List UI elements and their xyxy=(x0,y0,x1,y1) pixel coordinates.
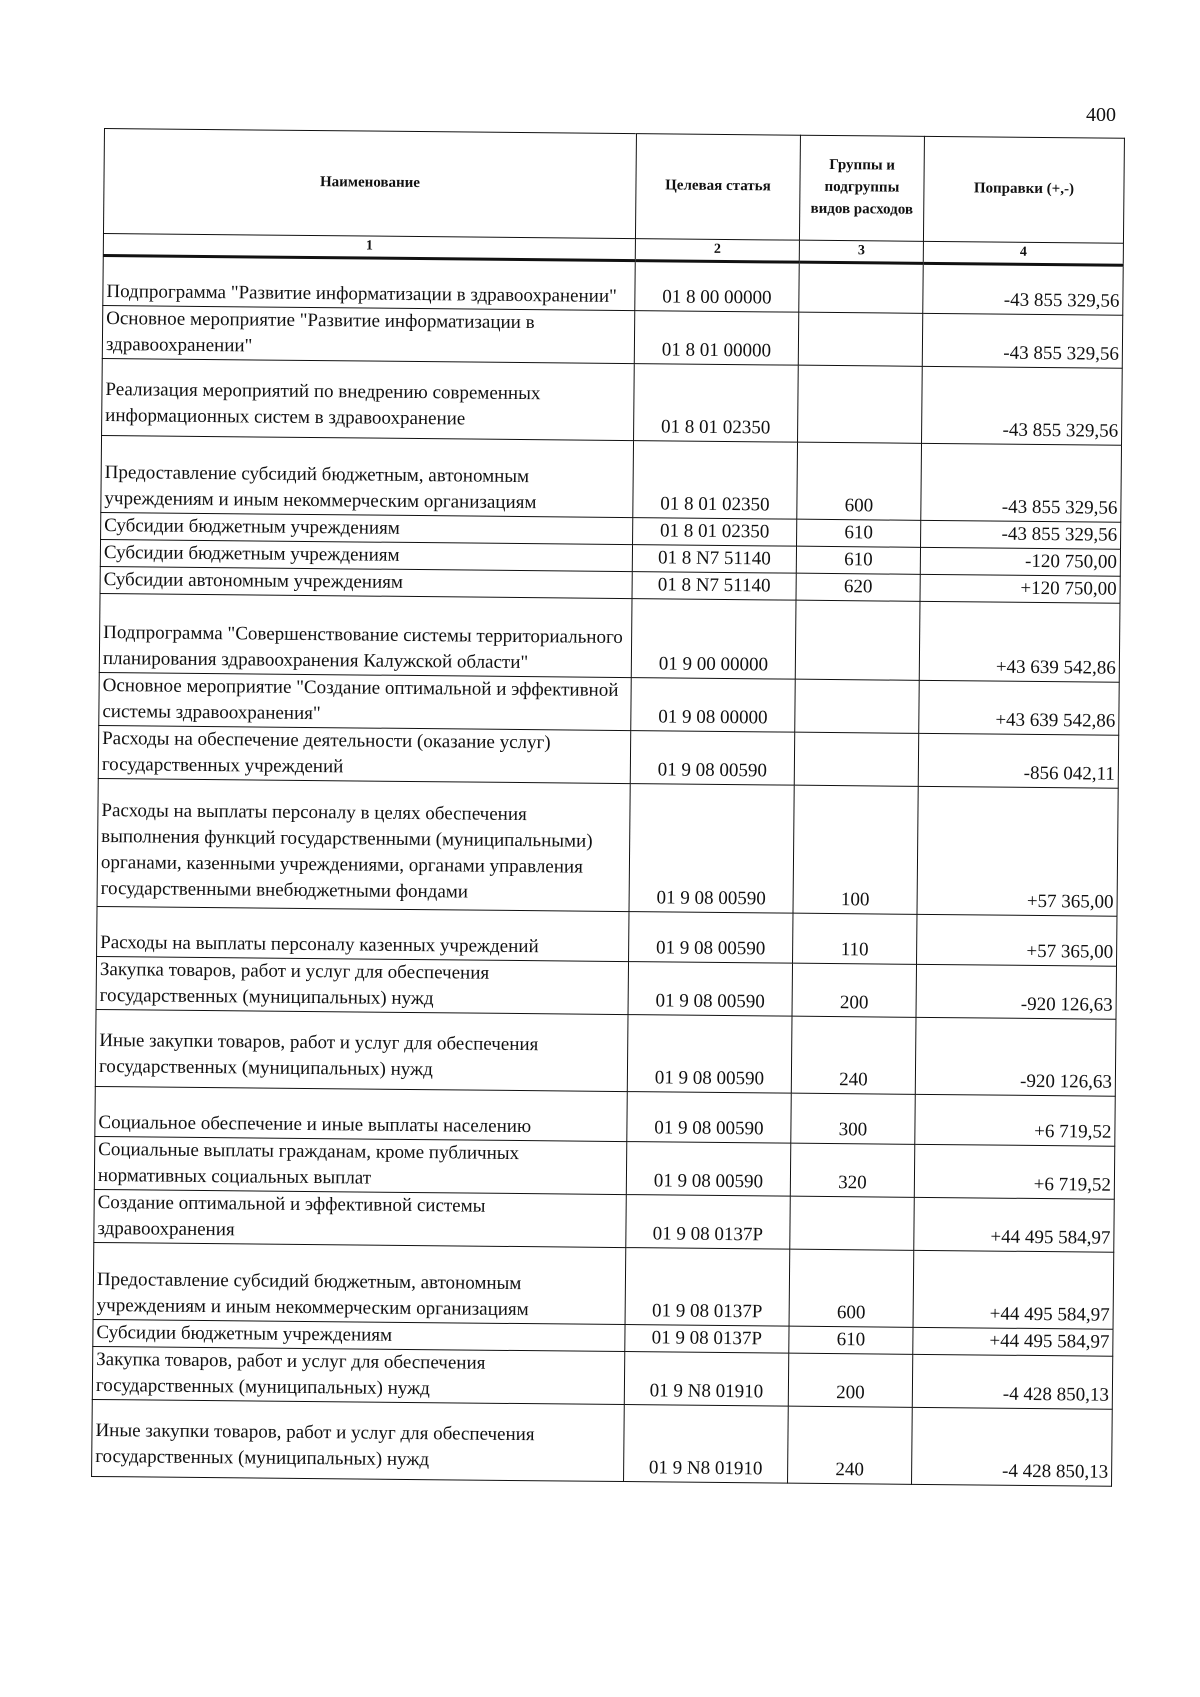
row-amount: +44 495 584,97 xyxy=(913,1328,1113,1357)
table-row xyxy=(93,1243,1114,1330)
row-expense-group: 200 xyxy=(788,1353,913,1407)
row-target-code: 01 9 08 0137P xyxy=(625,1248,790,1327)
row-expense-group: 300 xyxy=(791,1093,915,1144)
row-amount: -43 855 329,56 xyxy=(922,314,1122,369)
row-expense-group: 100 xyxy=(793,785,918,914)
table-row xyxy=(99,594,1120,683)
row-target-code: 01 9 08 0137P xyxy=(625,1325,789,1354)
row-expense-group xyxy=(795,600,920,680)
row-target-code: 01 9 08 00590 xyxy=(627,1015,792,1094)
row-target-code: 01 9 00 00000 xyxy=(631,599,796,680)
row-name: Субсидии автономным учреждениям xyxy=(100,567,632,599)
table-row xyxy=(97,779,1118,917)
row-amount: -4 428 850,13 xyxy=(912,1408,1113,1487)
row-target-code: 01 9 N8 01910 xyxy=(624,1405,789,1484)
row-amount: -43 855 329,56 xyxy=(921,521,1121,550)
row-amount: +6 719,52 xyxy=(914,1145,1114,1200)
table-row xyxy=(98,726,1118,789)
row-target-code: 01 9 08 0137P xyxy=(626,1195,791,1250)
table-row xyxy=(102,359,1123,446)
table-row xyxy=(95,1087,1115,1147)
table-row xyxy=(96,957,1116,1020)
row-amount: -856 042,11 xyxy=(918,734,1118,789)
row-expense-group: 200 xyxy=(792,963,917,1017)
row-target-code: 01 9 08 00590 xyxy=(628,962,793,1017)
row-amount: +120 750,00 xyxy=(920,575,1120,604)
row-amount: -120 750,00 xyxy=(920,548,1120,577)
header-expense-groups: Группы и подгруппы видов расходов xyxy=(799,135,924,241)
row-expense-group xyxy=(798,365,923,443)
header-amendment: Поправки (+,-) xyxy=(923,136,1124,243)
row-name: Социальные выплаты гражданам, кроме публичных нормативных социальных выплат xyxy=(94,1137,626,1195)
row-target-code: 01 9 08 00590 xyxy=(630,731,795,786)
table-row xyxy=(92,1400,1113,1487)
row-expense-group: 240 xyxy=(788,1406,913,1484)
row-target-code: 01 9 08 00590 xyxy=(626,1142,791,1197)
header-row xyxy=(103,129,1124,244)
row-expense-group xyxy=(795,679,920,733)
row-amount: -43 855 329,56 xyxy=(922,367,1123,446)
table-row xyxy=(95,1010,1116,1097)
row-target-code: 01 9 08 00000 xyxy=(631,678,796,733)
row-target-code: 01 9 08 00590 xyxy=(629,784,794,914)
row-name: Реализация мероприятий по внедрению современных информационных систем в здравоохранение xyxy=(102,359,635,441)
row-target-code: 01 8 N7 51140 xyxy=(632,545,796,574)
row-expense-group: 110 xyxy=(793,913,917,964)
row-expense-group: 620 xyxy=(796,573,920,601)
row-amount: +57 365,00 xyxy=(917,915,1117,967)
row-target-code: 01 9 N8 01910 xyxy=(624,1352,789,1407)
row-target-code: 01 8 01 02350 xyxy=(633,518,797,547)
table-row xyxy=(92,1347,1112,1410)
row-expense-group: 240 xyxy=(791,1016,916,1094)
row-name: Подпрограмма "Совершенствование системы территориального планирования здравоохранения Калужской области" xyxy=(99,594,632,678)
row-expense-group xyxy=(798,312,923,366)
row-name: Основное мероприятие "Создание оптимальной и эффективной системы здравоохранения" xyxy=(99,673,631,731)
column-number: 1 xyxy=(103,233,635,260)
row-name: Предоставление субсидий бюджетным, автономным учреждениям и иным некоммерческим организациям xyxy=(93,1243,626,1325)
row-target-code: 01 8 N7 51140 xyxy=(632,572,796,601)
row-name: Основное мероприятие "Развитие информатизации в здравоохранении" xyxy=(102,306,634,364)
row-expense-group: 610 xyxy=(789,1326,913,1354)
row-amount: -43 855 329,56 xyxy=(923,264,1123,316)
row-name: Субсидии бюджетным учреждениям xyxy=(100,540,632,572)
row-expense-group: 600 xyxy=(789,1249,914,1327)
row-target-code: 01 8 00 00000 xyxy=(635,261,799,313)
table-row xyxy=(102,306,1122,369)
row-amount: +57 365,00 xyxy=(917,787,1118,917)
row-amount: -920 126,63 xyxy=(915,1018,1116,1097)
row-name: Предоставление субсидий бюджетным, автономным учреждениям и иным некоммерческим организациям xyxy=(101,436,634,518)
column-number: 3 xyxy=(799,240,923,263)
row-expense-group xyxy=(799,262,923,313)
row-expense-group: 320 xyxy=(790,1143,915,1197)
row-name: Субсидии бюджетным учреждениям xyxy=(93,1320,625,1352)
row-name: Иные закупки товаров, работ и услуг для обеспечения государственных (муниципальных) нужд xyxy=(95,1010,628,1092)
header-target-article: Целевая статья xyxy=(635,134,800,241)
table-row xyxy=(103,256,1123,316)
row-amount: -4 428 850,13 xyxy=(912,1355,1112,1410)
row-name: Создание оптимальной и эффективной системы здравоохранения xyxy=(94,1190,626,1248)
row-expense-group: 610 xyxy=(796,546,920,574)
row-name: Расходы на выплаты персоналу в целях обеспечения выполнения функций государственными (муниципальными) органами, казенными учреждениями, органами управления государственными внебюджетными фондами xyxy=(97,779,630,912)
row-target-code: 01 8 01 02350 xyxy=(634,364,799,443)
row-expense-group xyxy=(794,732,919,786)
row-amount: +44 495 584,97 xyxy=(914,1198,1114,1253)
table-row xyxy=(99,673,1119,736)
row-amount: +43 639 542,86 xyxy=(919,681,1119,736)
page-number: 400 xyxy=(1086,104,1116,126)
row-amount: -920 126,63 xyxy=(916,965,1116,1020)
row-amount: +44 495 584,97 xyxy=(913,1251,1114,1330)
row-name: Расходы на обеспечение деятельности (оказание услуг) государственных учреждений xyxy=(98,726,630,784)
row-target-code: 01 8 01 02350 xyxy=(633,441,798,520)
row-name: Иные закупки товаров, работ и услуг для обеспечения государственных (муниципальных) нужд xyxy=(92,1400,625,1482)
row-name: Закупка товаров, работ и услуг для обеспечения государственных (муниципальных) нужд xyxy=(92,1347,624,1405)
row-name: Социальное обеспечение и иные выплаты населению xyxy=(95,1087,627,1142)
column-number: 2 xyxy=(635,239,799,263)
row-expense-group xyxy=(790,1196,915,1250)
budget-amendments-table xyxy=(91,128,1125,1487)
row-amount: -43 855 329,56 xyxy=(921,444,1122,523)
row-name: Подпрограмма "Развитие информатизации в здравоохранении" xyxy=(103,256,635,311)
table-row xyxy=(101,436,1122,523)
row-amount: +6 719,52 xyxy=(915,1095,1115,1147)
row-name: Субсидии бюджетным учреждениям xyxy=(101,513,633,545)
table-row xyxy=(94,1190,1114,1253)
row-target-code: 01 9 08 00590 xyxy=(629,912,793,964)
row-target-code: 01 8 01 00000 xyxy=(634,311,799,366)
row-name: Закупка товаров, работ и услуг для обеспечения государственных (муниципальных) нужд xyxy=(96,957,628,1015)
column-number: 4 xyxy=(923,241,1123,265)
table-row xyxy=(94,1137,1114,1200)
row-name: Расходы на выплаты персоналу казенных учреждений xyxy=(97,907,629,962)
row-target-code: 01 9 08 00590 xyxy=(627,1092,791,1144)
row-expense-group: 600 xyxy=(797,442,922,520)
table-row xyxy=(97,907,1117,967)
header-name: Наименование xyxy=(103,129,636,239)
row-amount: +43 639 542,86 xyxy=(919,602,1120,683)
row-expense-group: 610 xyxy=(797,519,921,547)
